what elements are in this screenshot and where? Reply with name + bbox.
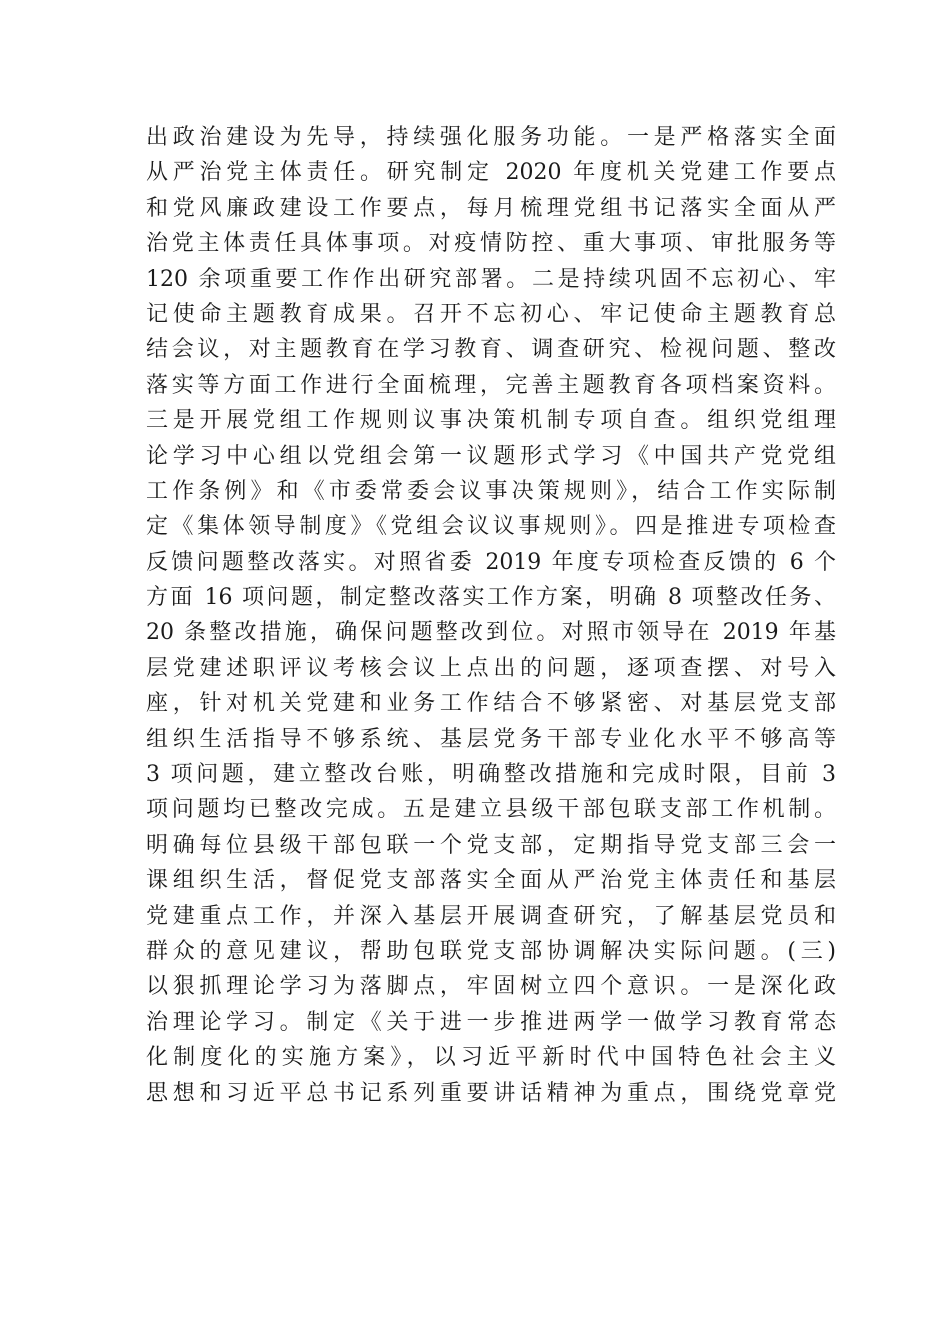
text-line: 座，针对机关党建和业务工作结合不够紧密、对基层党支部 <box>146 691 836 717</box>
text-line: 记使命主题教育成果。召开不忘初心、牢记使命主题教育总 <box>146 301 836 327</box>
text-line: 120 余项重要工作作出研究部署。二是持续巩固不忘初心、牢 <box>146 266 836 292</box>
text-line: 方面 16 项问题，制定整改落实工作方案，明确 8 项整改任务、 <box>146 585 836 611</box>
text-line: 反馈问题整改落实。对照省委 2019 年度专项检查反馈的 6 个 <box>146 549 836 575</box>
text-line: 出政治建设为先导，持续强化服务功能。一是严格落实全面 <box>146 125 836 150</box>
text-line: 层党建述职评议考核会议上点出的问题，逐项查摆、对号入 <box>146 655 836 681</box>
text-line: 以狠抓理论学习为落脚点，牢固树立四个意识。一是深化政 <box>146 974 836 1000</box>
text-line: 20 条整改措施，确保问题整改到位。对照市领导在 2019 年基 <box>146 620 836 646</box>
text-line: 落实等方面工作进行全面梳理，完善主题教育各项档案资料。 <box>146 372 836 398</box>
text-line: 思想和习近平总书记系列重要讲话精神为重点，围绕党章党 <box>146 1080 836 1106</box>
text-line: 定《集体领导制度》《党组会议议事规则》。四是推进专项检查 <box>146 514 836 540</box>
text-line: 群众的意见建议，帮助包联党支部协调解决实际问题。(三) <box>146 938 836 964</box>
text-line: 三是开展党组工作规则议事决策机制专项自查。组织党组理 <box>146 408 836 434</box>
text-line: 明确每位县级干部包联一个党支部，定期指导党支部三会一 <box>146 832 836 858</box>
text-line: 党建重点工作，并深入基层开展调查研究，了解基层党员和 <box>146 903 836 929</box>
text-line: 组织生活指导不够系统、基层党务干部专业化水平不够高等 <box>146 726 836 752</box>
text-line: 论学习中心组以党组会第一议题形式学习《中国共产党党组 <box>146 443 836 469</box>
body-text <box>146 120 836 1111</box>
text-line: 3 项问题，建立整改台账，明确整改措施和完成时限，目前 3 <box>146 762 836 788</box>
text-line: 治党主体责任具体事项。对疫情防控、重大事项、审批服务等 <box>146 231 836 257</box>
text-line: 和党风廉政建设工作要点，每月梳理党组书记落实全面从严 <box>146 195 836 221</box>
text-line: 结会议，对主题教育在学习教育、调查研究、检视问题、整改 <box>146 337 836 363</box>
text-line: 工作条例》和《市委常委会议事决策规则》，结合工作实际制 <box>146 478 836 504</box>
text-line: 课组织生活，督促党支部落实全面从严治党主体责任和基层 <box>146 868 836 894</box>
text-line: 从严治党主体责任。研究制定 2020 年度机关党建工作要点 <box>146 160 836 186</box>
text-line: 治理论学习。制定《关于进一步推进两学一做学习教育常态 <box>146 1009 836 1035</box>
text-line: 项问题均已整改完成。五是建立县级干部包联支部工作机制。 <box>146 797 836 823</box>
text-line: 化制度化的实施方案》，以习近平新时代中国特色社会主义 <box>146 1045 836 1071</box>
